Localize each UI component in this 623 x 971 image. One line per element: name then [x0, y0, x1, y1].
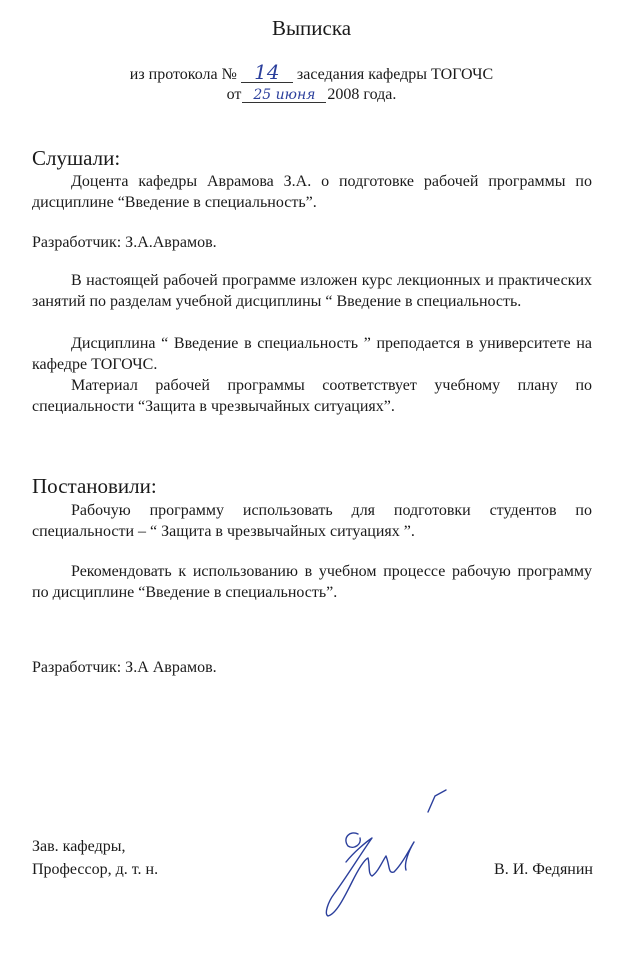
heard-paragraph-3: Материал рабочей программы соответствует учебному плану по специальности “Защита в чрезвычайных ситуациях”.	[32, 377, 592, 415]
resolved-developer: Разработчик: З.А Аврамов.	[32, 659, 217, 676]
heard-developer: Разработчик: З.А.Аврамов.	[32, 234, 217, 251]
signatory-position-1: Зав. кафедры,	[32, 838, 126, 855]
handwritten-signature	[318, 782, 468, 922]
protocol-line	[0, 62, 623, 84]
date-handwritten: 25 июня	[242, 88, 326, 103]
heard-paragraph-2: Дисциплина “ Введение в специальность ” преподается в университете на кафедре ТОГОЧС.	[32, 335, 592, 373]
date-prefix: от	[226, 86, 242, 103]
resolved-paragraph-2: Рекомендовать к использованию в учебном процессе рабочую программу по дисциплине “Введение в специальность”.	[32, 563, 592, 601]
signatory-name: В. И. Федянин	[494, 861, 593, 878]
heard-intro: Доцента кафедры Аврамова З.А. о подготовке рабочей программы по дисциплине “Введение в специальность”.	[32, 173, 592, 211]
document-title: Выписка	[271, 16, 352, 40]
resolved-paragraph-1: Рабочую программу использовать для подготовки студентов по специальности – “ Защита в чрезвычайных ситуациях ”.	[32, 502, 592, 540]
date-line	[0, 86, 623, 104]
protocol-number-handwritten: 14	[241, 62, 293, 83]
resolved-heading: Постановили:	[32, 474, 157, 498]
protocol-suffix: заседания кафедры ТОГОЧС	[296, 66, 494, 83]
signatory-position-2: Профессор, д. т. н.	[32, 861, 159, 878]
heard-heading: Слушали:	[32, 146, 121, 170]
heard-paragraph-1: В настоящей рабочей программе изложен курс лекционных и практических занятий по разделам учебной дисциплины “ Введение в специальность.	[32, 272, 592, 310]
protocol-prefix: из протокола №	[129, 66, 237, 83]
date-suffix: 2008 года.	[327, 86, 397, 103]
